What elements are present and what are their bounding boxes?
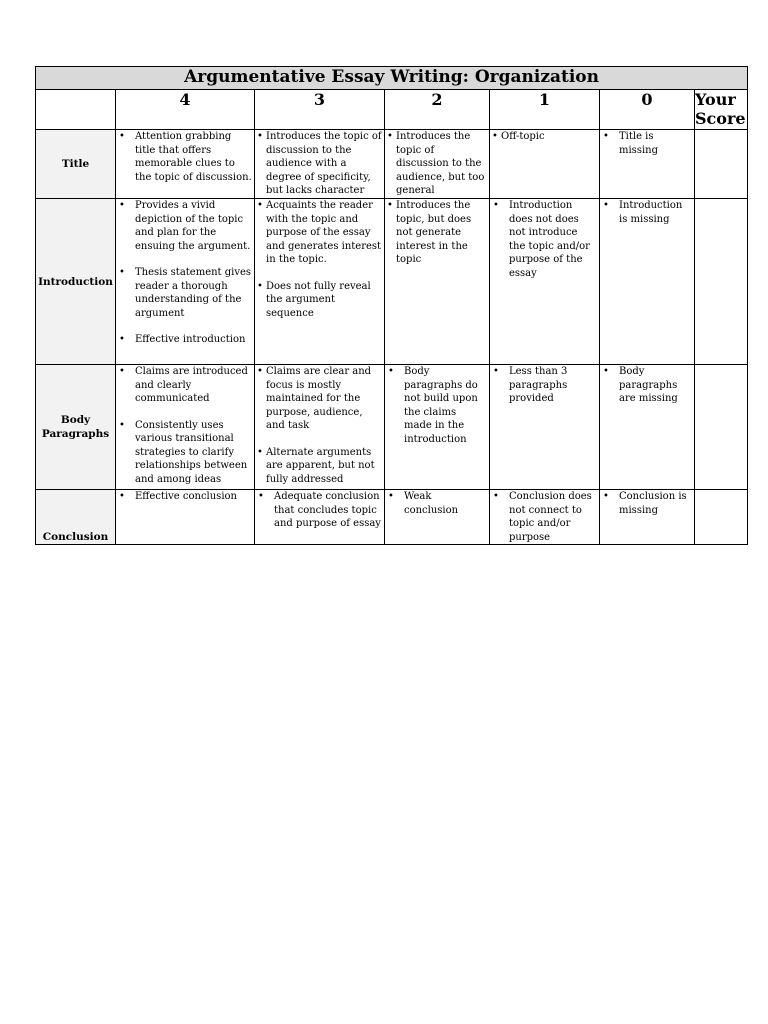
row-title [36,130,748,199]
criterion-item: • Introduces the topic of discussion to the audience with a degree of specificity, but lacks character [266,130,382,198]
your-score-line1: Your [695,90,736,109]
criterion-item: • Weak conclusion [404,490,487,517]
row-label-body-paragraphs [36,365,116,490]
criterion-item: • Conclusion does not connect to topic and/or purpose [509,490,597,544]
rubric-title: Argumentative Essay Writing: Organization [36,67,748,90]
row-label-body-line1: Body [60,414,91,426]
cell-title-4 [116,130,255,199]
row-label-body-line2: Paragraphs [41,428,110,440]
header-score-4: 4 [116,90,255,130]
criterion-item: • Acquaints the reader with the topic and purpose of the essay and generates interest in the topic. [266,199,382,267]
your-score-line2: Score [695,109,746,128]
criterion-item: • Alternate arguments are apparent, but not fully addressed [266,446,382,487]
cell-introduction-2 [385,199,490,365]
criterion-item: • Conclusion is missing [619,490,692,517]
criterion-item: • Introduction does not does not introduce the topic and/or purpose of the essay [509,199,597,280]
cell-conclusion-4 [116,490,255,545]
row-label-title: Title [36,130,116,199]
title-row [36,67,748,90]
cell-title-1 [490,130,600,199]
criterion-item: • Introduces the topic, but does not generate interest in the topic [396,199,487,267]
score-input-conclusion[interactable] [695,490,748,545]
criterion-item: • Body paragraphs do not build upon the claims made in the introduction [404,365,487,446]
header-blank-cell [36,90,116,130]
criterion-item: • Off-topic [501,130,597,144]
row-body-paragraphs [36,365,748,490]
rubric-table [35,66,748,545]
criterion-item: • Provides a vivid depiction of the topic and plan for the ensuing the argument. [135,199,252,253]
cell-conclusion-0 [600,490,695,545]
cell-conclusion-1 [490,490,600,545]
cell-title-2 [385,130,490,199]
criterion-item: • Title is missing [619,130,692,157]
cell-introduction-3 [255,199,385,365]
header-score-0: 0 [600,90,695,130]
row-label-introduction: Introduction [36,199,116,365]
criterion-item: • Less than 3 paragraphs provided [509,365,597,406]
criterion-item: • Claims are clear and focus is mostly maintained for the purpose, audience, and task [266,365,382,433]
criterion-item: • Adequate conclusion that concludes topic and purpose of essay [274,490,382,531]
cell-conclusion-2 [385,490,490,545]
header-your-score [695,90,748,130]
criterion-item: • Thesis statement gives reader a thorough understanding of the argument [135,266,252,320]
header-score-2: 2 [385,90,490,130]
row-label-conclusion: Conclusion [36,490,116,545]
row-introduction [36,199,748,365]
criterion-item: • Does not fully reveal the argument sequence [266,280,382,321]
criterion-item: • Attention grabbing title that offers memorable clues to the topic of discussion. [135,130,252,184]
criterion-item: • Effective introduction [135,333,252,347]
header-score-1: 1 [490,90,600,130]
criterion-item: • Claims are introduced and clearly communicated [135,365,252,406]
criterion-item: • Introduction is missing [619,199,692,226]
criterion-item: • Introduces the topic of discussion to the audience, but too general [396,130,487,198]
cell-body-1 [490,365,600,490]
cell-body-4 [116,365,255,490]
header-row [36,90,748,130]
row-conclusion [36,490,748,545]
cell-body-2 [385,365,490,490]
criterion-item: • Effective conclusion [135,490,252,504]
score-input-body-paragraphs[interactable] [695,365,748,490]
cell-body-0 [600,365,695,490]
score-input-introduction[interactable] [695,199,748,365]
cell-introduction-1 [490,199,600,365]
cell-introduction-0 [600,199,695,365]
cell-introduction-4 [116,199,255,365]
criterion-item: • Body paragraphs are missing [619,365,692,406]
cell-title-3 [255,130,385,199]
cell-body-3 [255,365,385,490]
cell-title-0 [600,130,695,199]
cell-conclusion-3 [255,490,385,545]
criterion-item: • Consistently uses various transitional strategies to clarify relationships between and among ideas [135,419,252,487]
score-input-title[interactable] [695,130,748,199]
header-score-3: 3 [255,90,385,130]
